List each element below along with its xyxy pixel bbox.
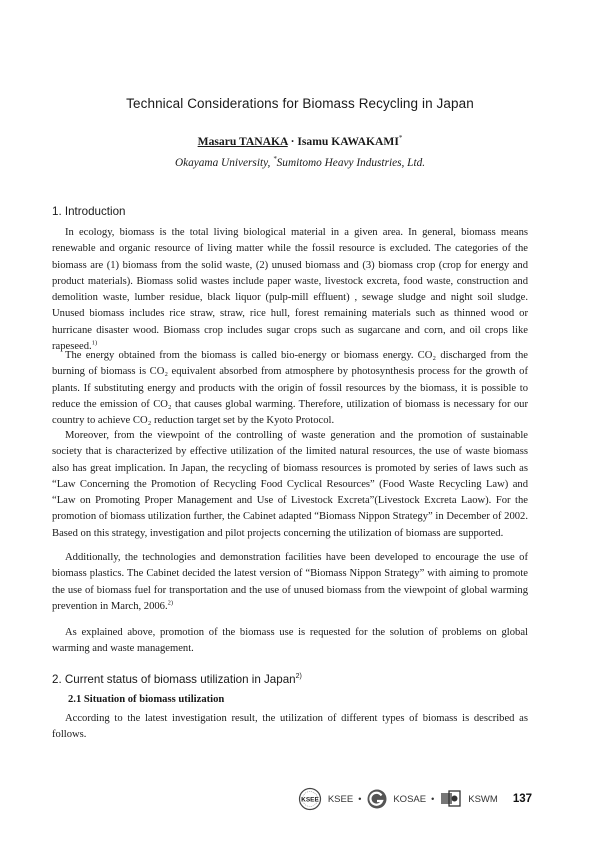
page-footer [297, 787, 532, 811]
bullet-1: • [358, 794, 362, 804]
intro-paragraph-2: The energy obtained from the biomass is called bio-energy or biomass energy. CO₂ discharged from the burning of biomass is CO₂ equivalent absorbed from atmosphere by photosynthesis process for the growth of plants. If substituting energy and products with the origin of fossil resources by the biomass, it is possible to reduce the emission of CO₂ that causes global warming. Therefore, utilization of biomass is necessary for our country to achieve CO₂ reduction target set by the Kyoto Protocol. [52, 350, 528, 427]
author-separator: · [287, 134, 298, 148]
intro-paragraph-4 [52, 550, 528, 615]
reference-1: 1) [91, 339, 98, 347]
intro-paragraph-3: Moreover, from the viewpoint of the controlling of waste generation and the promotion of sustainable society that is characterized by effective utilization of the limited natural resources, the use of waste biomass also has great implication. In Japan, the recycling of biomass resources is promoted by series of laws such as “Law Concerning the Promotion of Recycling Food Cyclical Resources” (Food Waste Recycling Law) and “Law on Promoting Proper Management and Use of Livestock Excreta”(Livestock Excreta Laow). For the promotion of biomass utilization further, the Cabinet adapted “Biomass Nippon Strategy” in December of 2002. Based on this strategy, investigation and pilot projects concerning the utilization of biomass are supported. [52, 430, 528, 539]
kosae-label: KOSAE [393, 793, 427, 805]
affiliation-2: Sumitomo Heavy Industries, Ltd. [276, 156, 426, 169]
intro-paragraph-5: As explained above, promotion of the biomass use is requested for the solution of problems on global warming and waste management. [52, 627, 528, 655]
ksee-logo-icon [297, 787, 323, 811]
ksee-logo-text: KSEE [300, 796, 319, 804]
intro-paragraph-1-text: In ecology, biomass is the total living biological material in a given area. In general, biomass means renewable and organic resource of living matter while the fossil resource is excluded. The categories of the biomass are (1) biomass from the solid waste, (2) unused biomass and (3) biomass crop (crop for energy and product materials). Biomass solid wastes include paper waste, livestock excreta, food waste, construction and demolition waste, lumber residue, black liquor (pulp-mill effluent) , sewage sludge and night soil sludge. Unused biomass includes rice straw, straw, rice hull, forest remaining materials such as thinned wood or hurricane disaster wood. Biomass crop includes sugar crops such as sugarcane and corn, and oil crops like rapeseed. [52, 227, 528, 353]
kosae-logo-icon [366, 788, 388, 810]
section-2-heading-text: 2. Current status of biomass utilization in Japan [52, 673, 296, 686]
subsection-2-1-heading: 2.1 Situation of biomass utilization [68, 694, 225, 705]
section-2-reference: 2) [295, 673, 302, 681]
page-number: 137 [512, 793, 532, 805]
affiliation-mark: * [273, 155, 277, 163]
author-line [0, 134, 600, 148]
affiliation-line [0, 155, 600, 169]
kswm-label: KSWM [468, 793, 498, 805]
paper-title: Technical Considerations for Biomass Recycling in Japan [126, 96, 474, 111]
intro-paragraph-4-text: Additionally, the technologies and demonstration facilities have been developed to encourage the use of biomass plastics. The Cabinet decided the latest version of “Biomass Nippon Strategy” with aiming to promote the use of biomass fuel for transportation and the use of unused biomass from the viewpoint of global warming prevention in March, 2006. [52, 552, 528, 612]
kswm-logo-icon [439, 788, 463, 810]
section-2-heading [52, 673, 302, 686]
intro-paragraph-1 [52, 225, 528, 355]
author-1: Masaru TANAKA [197, 134, 288, 148]
section-1-heading: 1. Introduction [52, 205, 126, 218]
ksee-label: KSEE [327, 793, 354, 805]
subsection-2-1-paragraph: According to the latest investigation result, the utilization of different types of biomass is described as follows. [52, 713, 528, 741]
bullet-2: • [431, 794, 435, 804]
reference-2: 2) [167, 599, 174, 607]
affiliation-1: Okayama University, [174, 156, 274, 169]
author-2-mark: * [398, 134, 403, 142]
author-2: Isamu KAWAKAMI [297, 134, 399, 148]
